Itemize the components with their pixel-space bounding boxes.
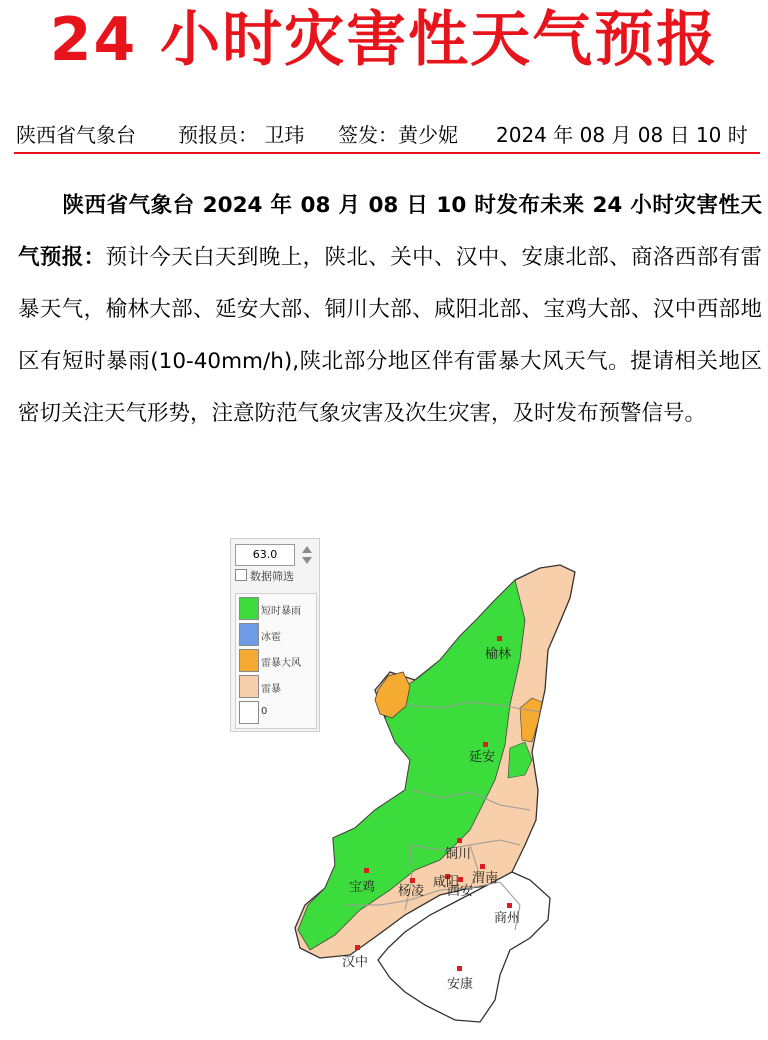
city-label: 杨凌 <box>398 884 425 899</box>
issue-header <box>16 120 756 150</box>
city-label: 延安 <box>469 750 496 765</box>
city-label: 西安 <box>447 884 474 899</box>
city-label: 咸阳 <box>433 875 460 890</box>
city-label: 榆林 <box>485 647 512 662</box>
issuing-office: 陕西省气象台 <box>16 123 136 147</box>
issuer: 签发：黄少妮 <box>338 123 458 147</box>
shaanxi-hazard-map <box>280 555 580 1040</box>
city-label: 宝鸡 <box>349 880 376 895</box>
legend-swatch <box>239 675 259 698</box>
data-filter-label: 数据筛选 <box>250 570 294 583</box>
city-label: 安康 <box>447 977 474 992</box>
legend-swatch <box>239 597 259 620</box>
forecast-body <box>18 180 762 440</box>
city-label: 汉中 <box>342 955 369 970</box>
city-label: 铜川 <box>445 847 472 862</box>
forecast-lead: 陕西省气象台 2024 年 08 月 08 日 10 时发布未来 24 小时灾害性天气预报： <box>18 193 762 270</box>
legend-label: 雷暴大风 <box>261 658 301 669</box>
legend-label: 雷暴 <box>261 684 281 695</box>
legend-swatch <box>239 649 259 672</box>
legend-label: 冰雹 <box>261 632 281 643</box>
legend-swatch <box>239 701 259 724</box>
forecaster: 预报员： 卫玮 <box>178 123 305 147</box>
issue-datetime: 2024 年 08 月 08 日 10 时 <box>496 123 748 147</box>
value-spinner[interactable]: 63.0 <box>235 544 295 566</box>
city-label: 商州 <box>494 911 521 926</box>
legend-label: 短时暴雨 <box>261 606 301 617</box>
header-divider <box>14 152 760 154</box>
forecast-text: 预计今天白天到晚上，陕北、关中、汉中、安康北部、商洛西部有雷暴天气，榆林大部、延安大部、铜川大部、咸阳北部、宝鸡大部、汉中西部地区有短时暴雨(10-40mm/h),陕北部分地区伴有雷暴大风天气。提请相关地区密切关注天气形势，注意防范气象灾害及次生灾害，及时发布预警信号。 <box>18 245 762 426</box>
legend-swatch <box>239 623 259 646</box>
city-label: 渭南 <box>472 871 499 886</box>
legend-label: 0 <box>261 706 268 717</box>
page-title: 24 小时灾害性天气预报 <box>49 5 719 75</box>
checkbox-icon[interactable] <box>235 569 247 581</box>
